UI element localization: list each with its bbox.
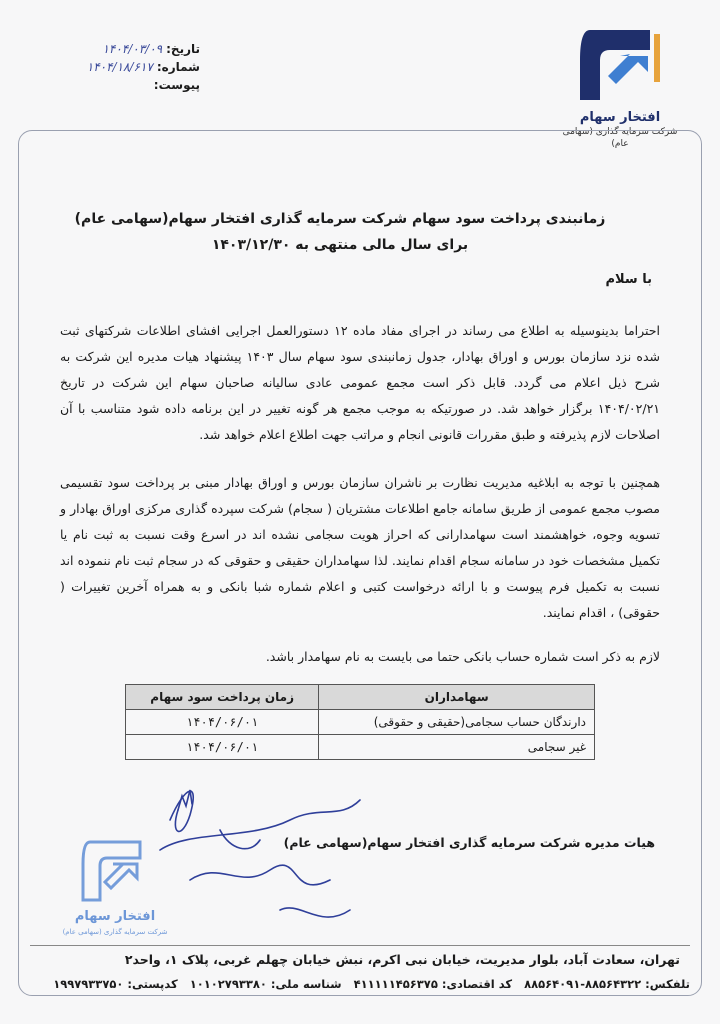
payment-date-cell: ۱۴۰۴/۰۶/۰۱	[126, 735, 319, 760]
attachment-row	[30, 76, 200, 94]
footer-telfax: تلفکس: ۸۸۵۶۴۳۲۲-۸۸۵۶۴۰۹۱	[524, 977, 690, 991]
table-row	[126, 735, 595, 760]
shareholder-type-cell: غیر سجامی	[319, 735, 595, 760]
table-row	[126, 710, 595, 735]
shareholder-type-cell: دارندگان حساب سجامی(حقیقی و حقوقی)	[319, 710, 595, 735]
stamp-subtitle: شرکت سرمایه گذاری (سهامی عام)	[62, 928, 168, 936]
paragraph-1: احتراما بدینوسیله به اطلاع می رساند در اجرای مفاد ماده ۱۲ دستورالعمل اجرایی افشای اطلاعات شرکتهای ثبت شده نزد سازمان بورس و اوراق بهادار، جدول زمانبندی سود سهام سال ۱۴۰۳ پیشنهاد هیات مدیره این شرکت به شرح ذیل اعلام می گردد. قابل ذکر است مجمع عمومی عادی سالیانه صاحبان سهام این شرکت در تاریخ ۱۴۰۴/۰۲/۲۱ برگزار خواهد شد. در صورتیکه به موجب مجمع هر گونه تغییر در این برنامه داده شود متناسب با آن اصلاحات لازم پذیرفته و طبق مقررات قانونی انجام و مراتب جهت اطلاع اعلام خواهد شد.	[60, 323, 660, 442]
handwritten-signature	[130, 760, 390, 960]
letter-meta	[30, 40, 200, 94]
number-label: شماره:	[156, 60, 200, 74]
board-signature-label: هیات مدیره شرکت سرمایه گذاری افتخار سهام(سهامی عام)	[283, 835, 655, 850]
title-line-1: زمانبندی پرداخت سود سهام شرکت سرمایه گذاری افتخار سهام(سهامی عام)	[74, 211, 606, 227]
table-header-row	[126, 685, 595, 710]
footer-contacts	[30, 977, 690, 991]
paragraph-2: همچنین با توجه به ابلاغیه مدیریت نظارت بر ناشران سازمان بورس و اوراق بهادار مبنی بر پرداخت سود تقسیمی مصوب مجمع عمومی از طریق سامانه جامع اطلاعات مشتریان ( سجام) شرکت سپرده گذاری مرکزی اوراق بهادار و تسویه وجوه، خواهشمند است سهامدارانی که احراز هویت سجامی نشده اند در اسرع وقت نسبت به ثبت نام یا تکمیل مشخصات خود در سامانه سجام اقدام نمایند. لذا سهامداران حقیقی و حقوقی که در سجام ثبت نام ننموده اند نسبت به تکمیل فرم پیوست و با ارائه درخواست کتبی و اعلام شماره شبا بانکی و به همراه آخرین تغییرات ( حقوقی) ، اقدام نمایند.	[60, 475, 660, 620]
footer-divider	[30, 945, 690, 946]
dividend-schedule-table	[125, 684, 595, 760]
letter-title	[40, 206, 640, 258]
payment-date-cell: ۱۴۰۴/۰۶/۰۱	[126, 710, 319, 735]
stamp-name: افتخار سهام	[74, 909, 156, 924]
logo-emblem-icon	[560, 20, 680, 115]
logo-subtitle: شرکت سرمایه گذاری (سهامی عام)	[562, 127, 678, 149]
greeting: با سلام	[605, 272, 652, 287]
date-label: تاریخ:	[166, 42, 200, 56]
footer-postal-code: کدپستی: ۱۹۹۷۹۳۳۷۵۰	[53, 977, 178, 991]
column-header: زمان پرداخت سود سهام	[126, 685, 319, 710]
logo-name: افتخار سهام	[579, 110, 661, 125]
column-header: سهامداران	[319, 685, 595, 710]
title-line-2: برای سال مالی منتهی به ۱۴۰۳/۱۲/۳۰	[211, 237, 469, 253]
date-row	[30, 40, 200, 58]
number-row	[30, 58, 200, 76]
footer-national-id: شناسه ملی: ۱۰۱۰۲۷۹۳۳۸۰	[189, 977, 342, 991]
footer-address: تهران، سعادت آباد، بلوار مدیریت، خیابان نبی اکرم، نبش خیابان چهلم غربی، پلاک ۱، واحد۲	[124, 952, 680, 967]
paragraph-3: لازم به ذکر است شماره حساب بانکی حتما می بایست به نام سهامدار باشد.	[265, 649, 660, 664]
attachment-label: پیوست:	[153, 78, 200, 92]
date-value: ۱۴۰۴/۰۳/۰۹	[102, 42, 163, 56]
footer-economic-code: کد اقتصادی: ۴۱۱۱۱۱۴۵۶۳۷۵	[353, 977, 513, 991]
number-value: ۱۴۰۴/۱۸/۶۱۷	[86, 60, 153, 74]
